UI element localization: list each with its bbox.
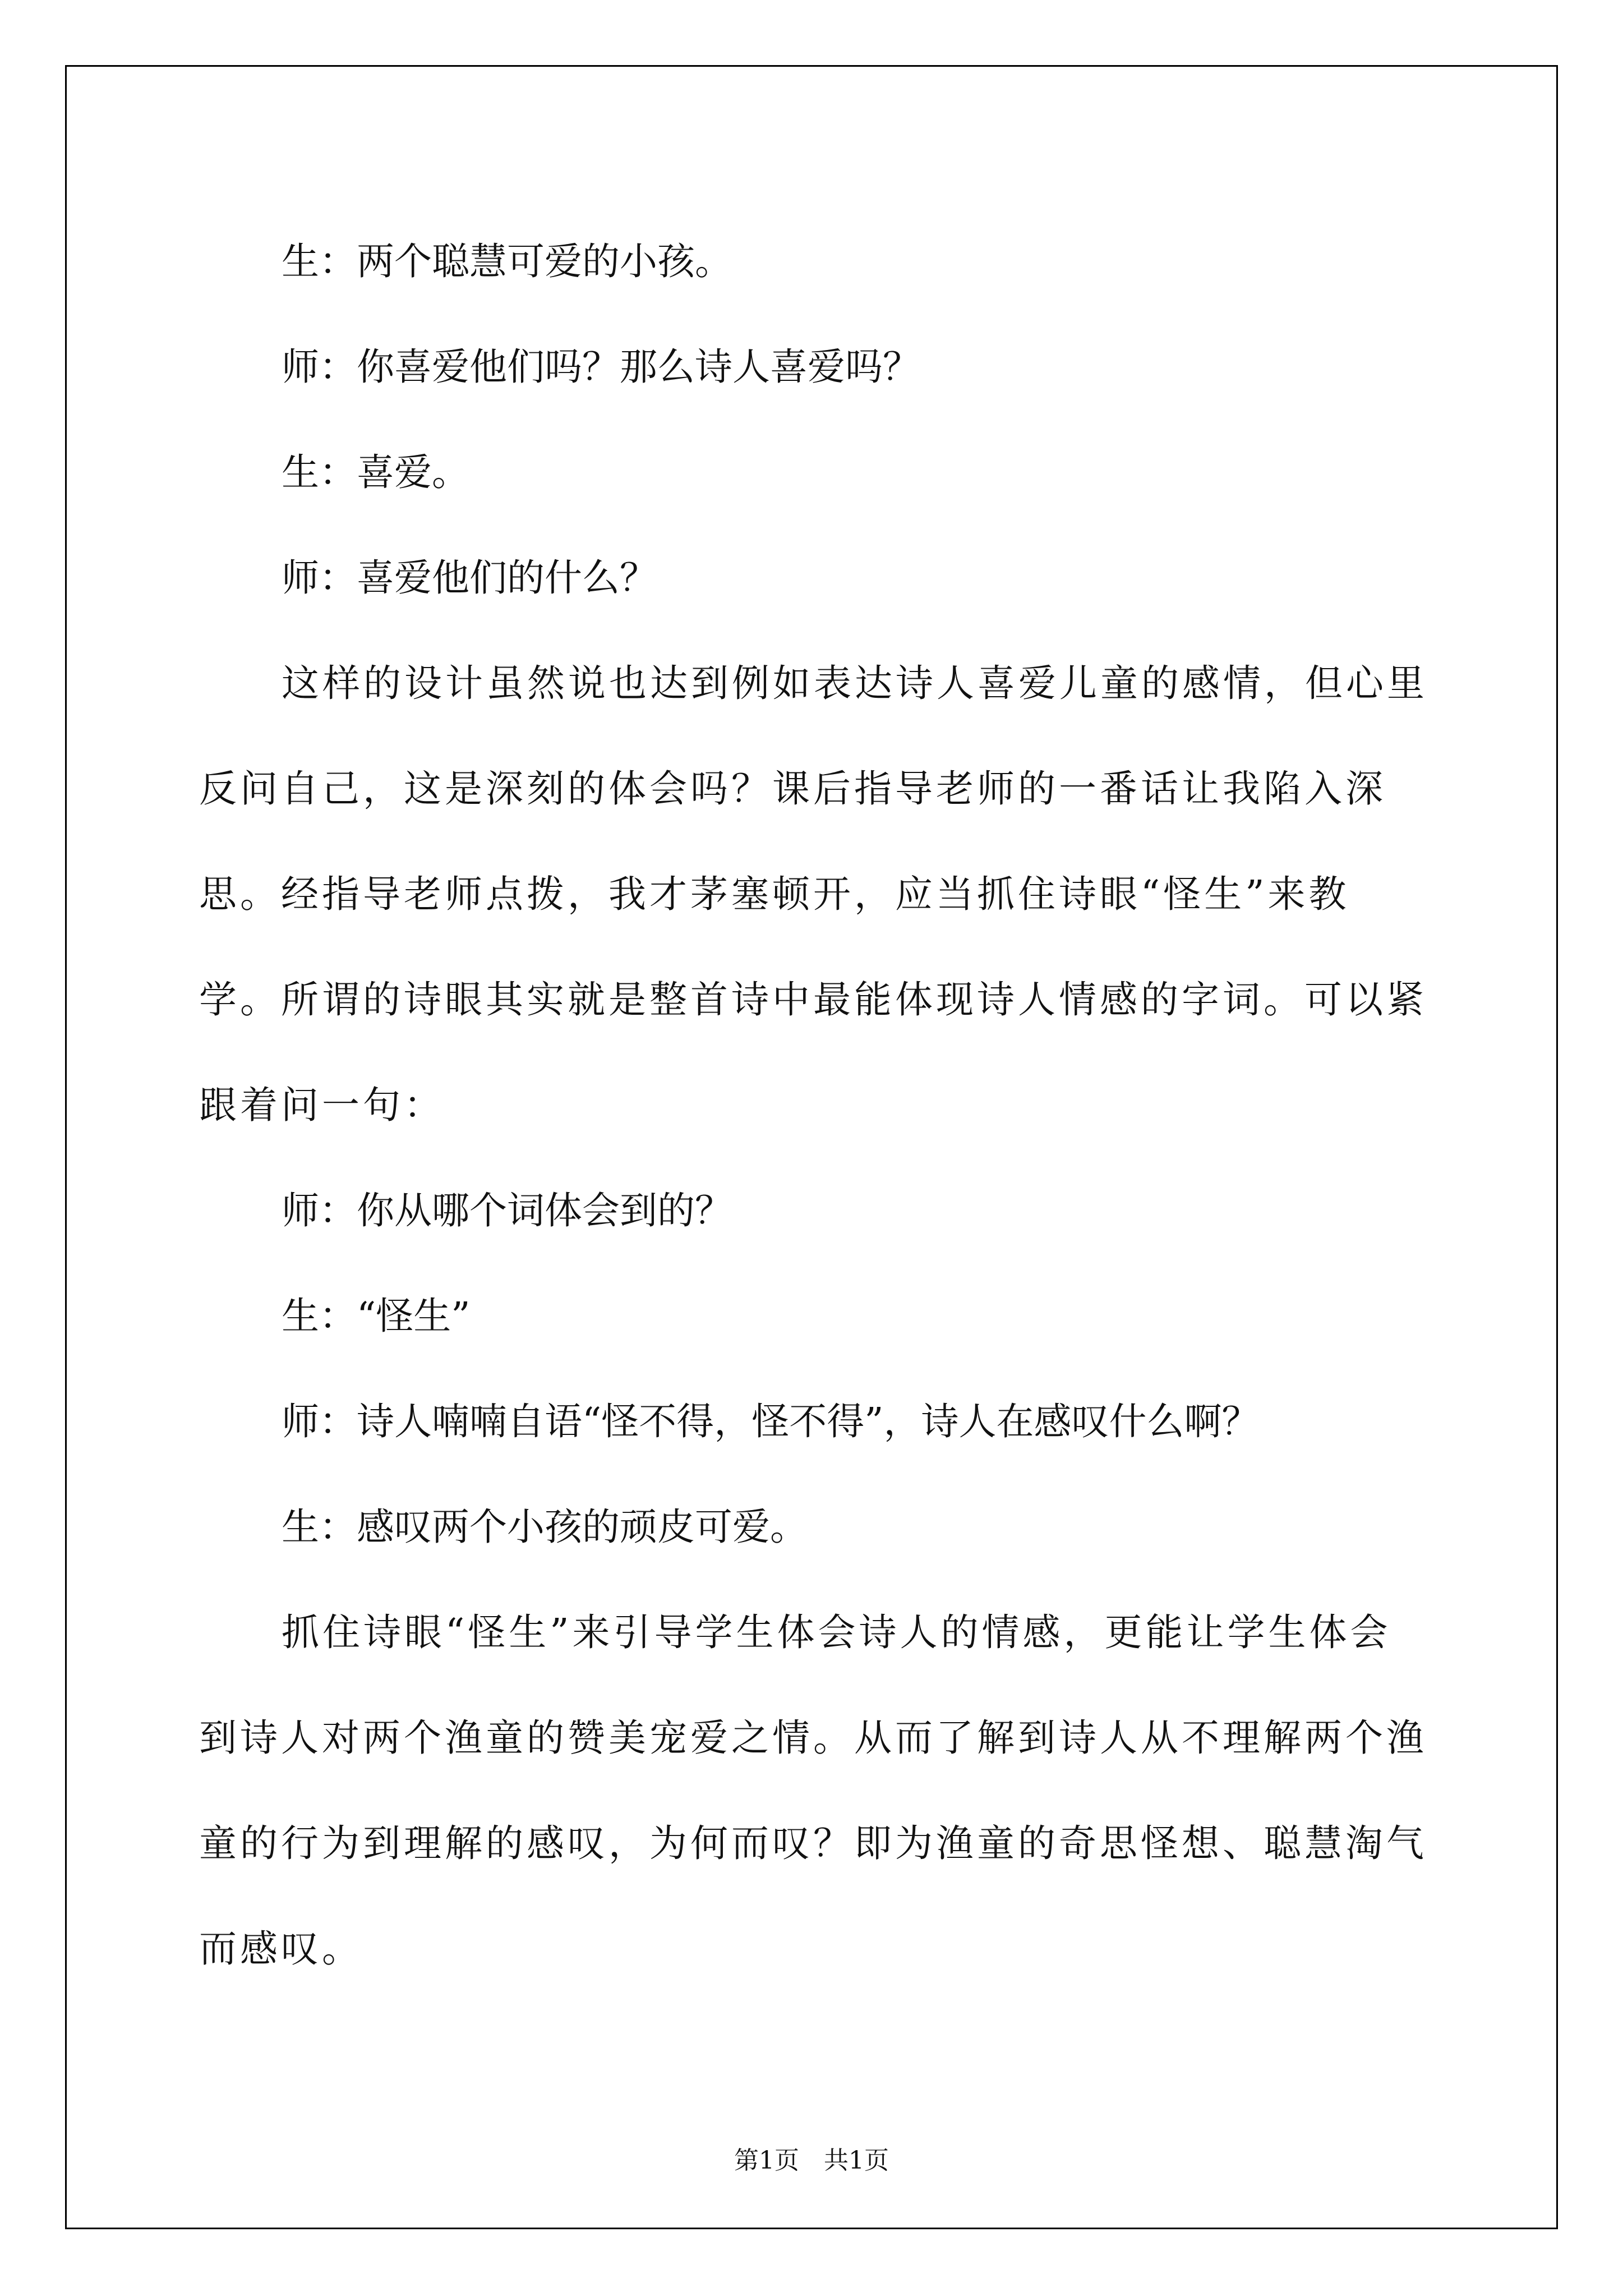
paragraph: 师：你从哪个词体会到的？ [282, 1189, 732, 1232]
paragraph: 生：两个聪慧可爱的小孩。 [282, 240, 732, 283]
paragraph: 师：喜爱他们的什么？ [282, 556, 657, 600]
paragraph: 师：诗人喃喃自语“怪不得，怪不得”，诗人在感叹什么啊？ [282, 1400, 1260, 1443]
page-footer: 第1页 共1页 [734, 2146, 889, 2175]
paragraph: 生：“怪生” [282, 1294, 471, 1338]
paragraph: 生：感叹两个小孩的顽皮可爱。 [282, 1505, 808, 1549]
paragraph: 抓住诗眼“怪生”来引导学生体会诗人的情感，更能让学生体会到诗人对两个渔童的赞美宠爱之情。从而了解到诗人从不理解两个渔童的行为到理解的感叹，为何而叹？即为渔童的奇思怪想、聪慧淘气而感叹。 [199, 1611, 1427, 1971]
paragraph: 生：喜爱。 [282, 450, 469, 494]
paragraph: 师：你喜爱他们吗？那么诗人喜爱吗？ [282, 345, 920, 389]
document-body [199, 209, 1430, 2001]
paragraph: 这样的设计虽然说也达到例如表达诗人喜爱儿童的感情，但心里反问自己，这是深刻的体会吗？课后指导老师的一番话让我陷入深思。经指导老师点拨，我才茅塞顿开，应当抓住诗眼“怪生”来教学。所谓的诗眼其实就是整首诗中最能体现诗人情感的字词。可以紧跟着问一句： [199, 661, 1428, 1127]
